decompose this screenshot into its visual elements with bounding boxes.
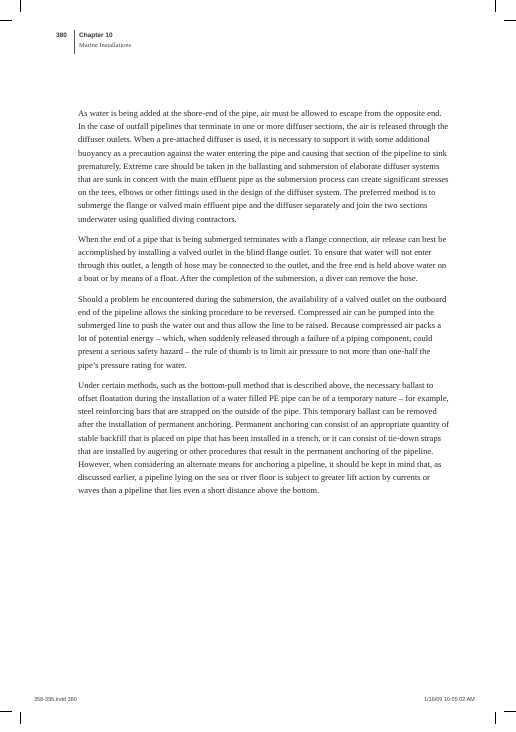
chapter-subtitle: Marine Installations (79, 42, 132, 49)
paragraph-3: Should a problem be encountered during the submersion, the availability of a valved outlet on the outboard end of the pipeline allows the sinking procedure to be reversed. Compressed air can be pumped into the submerged line to push the water out and thus allow the line to be raised. Because compressed air packs a lot of potential energy – which, when suddenly released through a failure of a piping component, could present a serious safety hazard – the rule of thumb is to limit air pressure to not more than one-half the pipe’s pressure rating for water. (78, 293, 447, 370)
crop-mark-bottom-left-h (0, 711, 12, 712)
crop-mark-top-left (20, 0, 21, 12)
paragraph-1: As water is being added at the shore-end of the pipe, air must be allowed to escape from the opposite end. In the case of outfall pipelines that terminate in one or more diffuser sections, the air is released through the diffuser outlets. When a pre-attached diffuser is used, it is necessary to support it with some additional buoyancy as a precaution against the water entering the pipe and causing that section of the pipeline to sink prematurely. Extreme care should be taken in the ballasting and submersion of elaborate diffuser systems that are sunk in concert with the main effluent pipe as the submersion process can create significant stresses on the tees, elbows or other fittings used in the design of the diffuser system. The preferred method is to submerge the flange or valved main effluent pipe and the diffuser separately and join the two sections underwater using qualified diving contractors. (78, 108, 449, 224)
crop-mark-top-right (495, 0, 496, 12)
paragraph-4: Under certain methods, such as the bottom-pull method that is described above, the necessary ballast to offset floatation during the installation of a water filled PE pipe can be of a temporary nature – for example, steel reinforcing bars that are strapped on the outside of the pipe. This temporary ballast can be removed after the installation of permanent anchoring. Permanent anchoring can consist of an appropriate quantity of stable backfill that is placed on pipe that has been installed in a trench, or it can consist of tie-down straps that are installed by augering or other procedures that result in the permanent anchoring of the pipeline. However, when considering an alternate means for anchoring a pipeline, it should be kept in mind that, as discussed earlier, a pipeline lying on the sea or river floor is subject to greater lift action by currents or waves than a pipeline that lies even a short distance above the bottom. (78, 379, 450, 496)
chapter-label: Chapter 10 (79, 32, 113, 39)
footer-file-info: 358-395.indd 380 (34, 697, 77, 703)
header-divider (74, 30, 75, 54)
body-text (78, 107, 450, 505)
page-number: 380 (56, 32, 67, 39)
crop-mark-top-right-h (504, 20, 516, 21)
paragraph-2: When the end of a pipe that is being submerged terminates with a flange connection, air release can best be accomplished by installing a valved outlet in the blind flange outlet. To ensure that water will not enter through this outlet, a length of hose may be connected to the outlet, and the free end is held above water on a boat or by means of a float. After the completion of the submersion, a diver can remove the hose. (78, 233, 447, 284)
crop-mark-bottom-right-h (504, 711, 516, 712)
footer-timestamp: 1/16/09 10:05:02 AM (424, 697, 475, 703)
crop-mark-bottom-right (495, 712, 496, 724)
crop-mark-top-left-h (0, 20, 12, 21)
crop-mark-bottom-left (20, 712, 21, 724)
